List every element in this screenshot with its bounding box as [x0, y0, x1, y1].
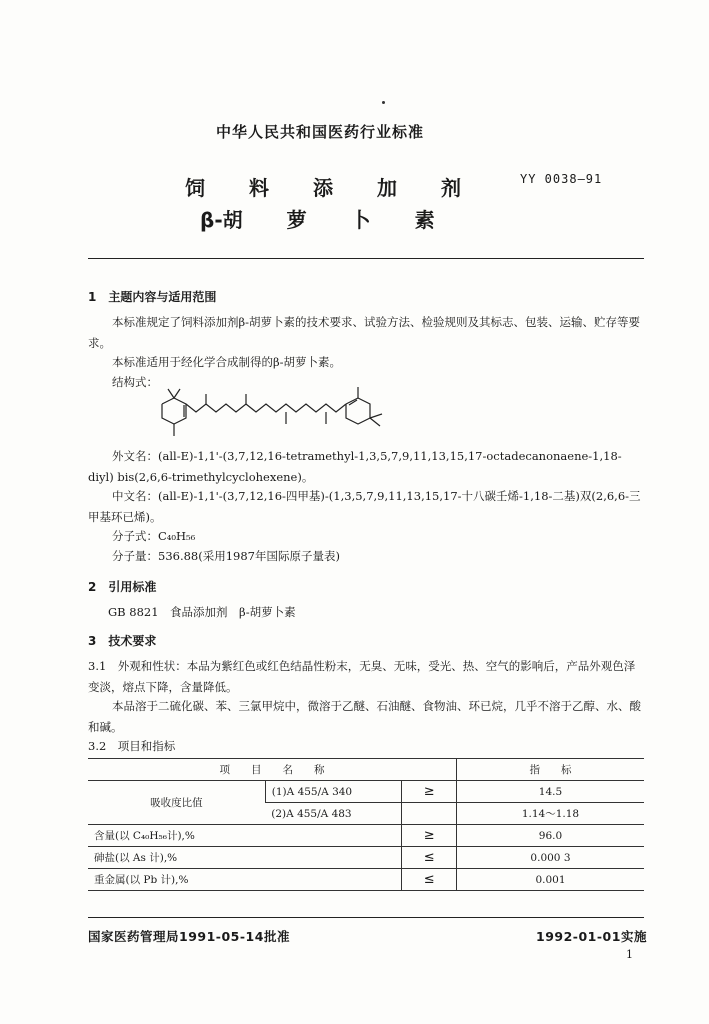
table-cell-value: 96.0	[456, 825, 644, 847]
structure-label: 结构式：	[112, 375, 158, 389]
title-char: 素	[414, 208, 435, 232]
document-title-line2	[200, 204, 479, 233]
table-cell-sub: (2)A 455/A 483	[265, 803, 402, 825]
section-3-1-paragraph: 3.1 外观和性状：本品为紫红色或红色结晶性粉末，无臭、无味，受光、热、空气的影响后，产品外观色泽变淡，熔点下降，含量降低。	[88, 659, 636, 694]
page-number: 1	[626, 948, 633, 961]
structural-formula-figure	[150, 384, 390, 444]
effective-date: 1992-01-01实施	[536, 929, 647, 944]
table-row	[88, 869, 644, 891]
section-1-paragraph-1: 本标准规定了饲料添加剂β-胡萝卜素的技术要求、试验方法、检验规则及其标志、包装、运输、贮存等要求。	[88, 315, 641, 350]
table-header-item: 项 目 名 称	[88, 759, 456, 781]
table-cell-name: 重金属(以 Pb 计),%	[88, 869, 402, 891]
molecular-weight: 分子量：536.88(采用1987年国际原子量表)	[112, 549, 340, 563]
table-row	[88, 825, 644, 847]
approval-date: 国家医药管理局1991-05-14批准	[88, 929, 290, 944]
table-cell-sub: (1)A 455/A 340	[265, 781, 402, 803]
section-3-1-solubility: 本品溶于二硫化碳、苯、三氯甲烷中，微溶于乙醚、石油醚、食物油、环已烷，几乎不溶于乙醇、水、酸和碱。	[88, 699, 641, 734]
specification-table	[88, 758, 644, 891]
table-row	[88, 847, 644, 869]
table-cell-name: 砷盐(以 As 计),%	[88, 847, 402, 869]
title-char: β-胡	[200, 208, 243, 232]
table-cell-symbol: ≥	[402, 825, 456, 847]
table-header-row	[88, 759, 644, 781]
table-cell-value: 14.5	[456, 781, 644, 803]
section-1-paragraph-2: 本标准适用于经化学合成制得的β-胡萝卜素。	[112, 355, 342, 369]
footer-rule	[88, 917, 644, 918]
title-char: 料	[249, 176, 269, 200]
section-2-heading: 2 引用标准	[88, 580, 157, 594]
title-char: 添	[313, 176, 333, 200]
table-cell-value: 0.000 3	[456, 847, 644, 869]
table-cell-value: 1.14～1.18	[456, 803, 644, 825]
section-1-heading: 1 主题内容与适用范围	[88, 290, 217, 304]
title-char: 剂	[441, 176, 461, 200]
title-char: 饲	[185, 176, 205, 200]
table-row	[88, 781, 644, 803]
table-cell-symbol: ≤	[402, 847, 456, 869]
table-header-value: 指 标	[456, 759, 644, 781]
chinese-name: 中文名：(all-E)-1,1'-(3,7,12,16-四甲基)-(1,3,5,7,9,11,13,15,17-十八碳壬烯-1,18-二基)双(2,6,6-三甲基环已烯)。	[88, 489, 641, 524]
header-rule	[88, 258, 644, 259]
standard-category-title: 中华人民共和国医药行业标准	[215, 123, 424, 141]
document-title-line1	[185, 172, 505, 201]
title-char: 卜	[350, 208, 371, 232]
table-cell-symbol	[402, 803, 456, 825]
title-char: 萝	[286, 208, 307, 232]
section-3-2-heading: 3.2 项目和指标	[88, 739, 176, 753]
table-cell-symbol: ≥	[402, 781, 456, 803]
table-cell-name: 吸收度比值	[88, 781, 265, 825]
table-cell-symbol: ≤	[402, 869, 456, 891]
table-cell-name: 含量(以 C₄₀H₅₆计),%	[88, 825, 402, 847]
title-char: 加	[377, 176, 397, 200]
standard-number: YY 0038—91	[520, 172, 603, 186]
foreign-name: 外文名：(all-E)-1,1'-(3,7,12,16-tetramethyl-1,3,5,7,9,11,13,15,17-octadecanonaene-1,18-diyl) bis(2,6,6-trimethylcyclohexene)。	[88, 449, 622, 484]
reference-standard: GB 8821 食品添加剂 β-胡萝卜素	[108, 605, 296, 619]
scan-speck	[382, 101, 385, 104]
table-cell-value: 0.001	[456, 869, 644, 891]
section-3-heading: 3 技术要求	[88, 634, 157, 648]
molecular-formula: 分子式：C₄₀H₅₆	[112, 529, 196, 543]
